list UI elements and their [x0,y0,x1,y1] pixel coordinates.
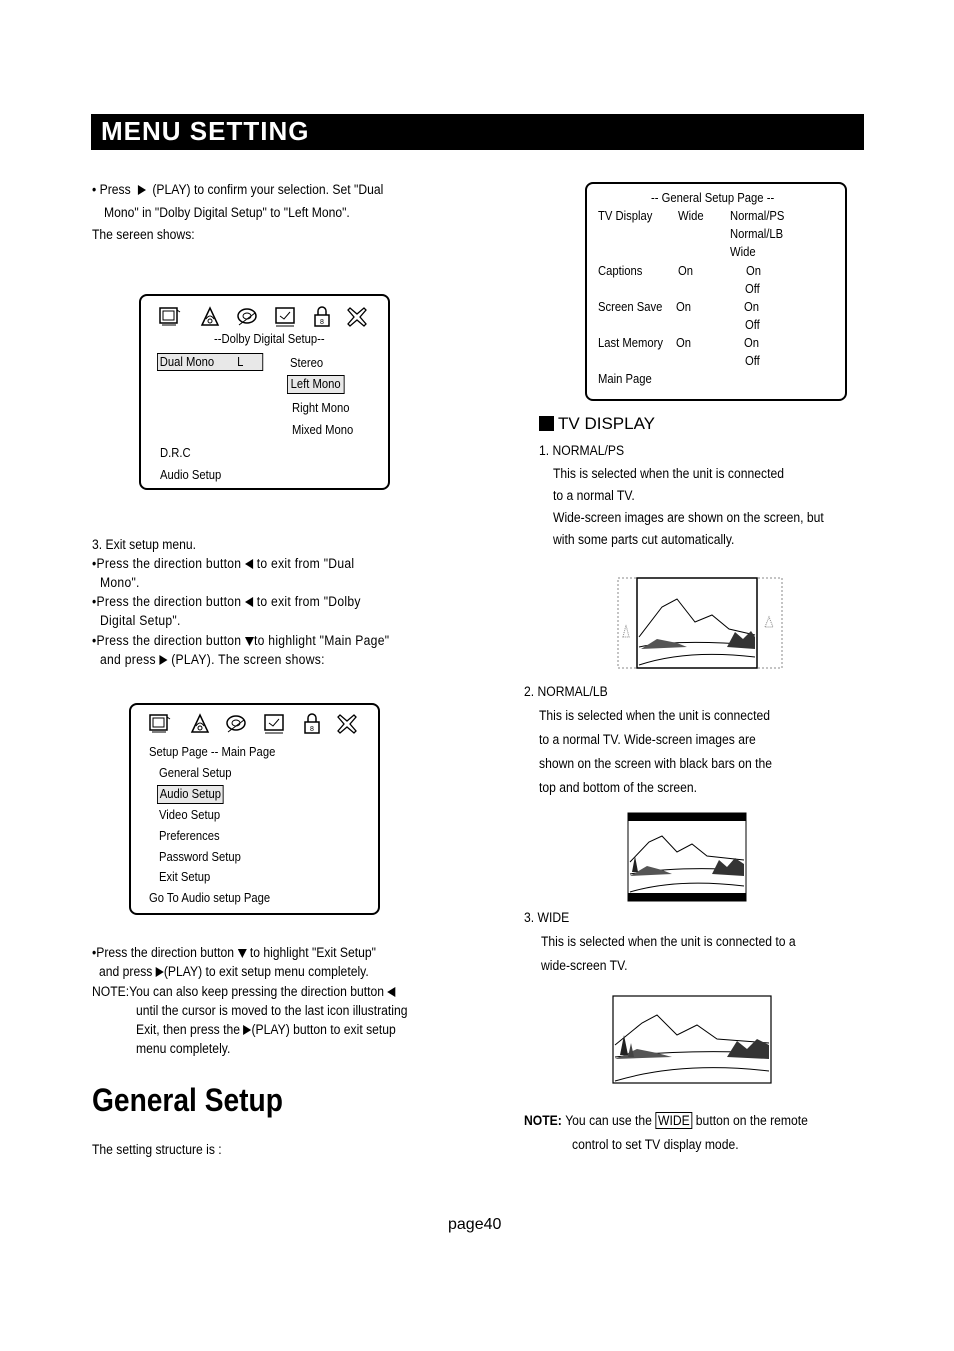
wide-key: WIDE [655,1112,692,1129]
menu-item-password-setup[interactable]: Password Setup [159,850,241,864]
osd-footer: Audio Setup [160,468,222,482]
row-current-captions: On [678,264,694,278]
play-icon [137,185,145,195]
lock-icon [310,305,334,329]
instruction-line: Digital Setup". [100,613,181,628]
note-line: NOTE: You can use the WIDE button on the remote [524,1113,808,1128]
body-line: with some parts cut automatically. [553,532,735,547]
instruction-line: and press (PLAY). The screen shows: [100,652,325,667]
square-bullet-icon [539,416,554,431]
option-off[interactable]: Off [745,318,760,332]
left-arrow-icon [245,597,253,607]
option-normal-lb[interactable]: Normal/LB [730,227,784,241]
body-line: to a normal TV. Wide-screen images are [539,732,756,747]
row-current-last-memory: On [676,336,692,350]
osd-title: --Dolby Digital Setup-- [214,332,325,346]
option-stereo[interactable]: Stereo [290,356,324,370]
osd-dolby-digital-setup [139,294,390,490]
left-arrow-icon [245,559,253,569]
video-icon [224,712,248,736]
normal-ps-illustration [617,577,783,669]
tv-icon [158,305,182,329]
osd-general-setup-page [585,182,847,401]
menu-item-preferences[interactable]: Preferences [159,829,220,843]
normal-lb-illustration [627,812,747,902]
body-line: Wide-screen images are shown on the screen, but [553,510,824,525]
note-line: control to set TV display mode. [572,1137,739,1152]
step-heading: 3. Exit setup menu. [92,537,197,552]
row-label-tv-display[interactable]: TV Display [598,209,653,223]
instruction-line: and press (PLAY) to exit setup menu completely. [99,964,369,979]
body-line: This is selected when the unit is connected [553,466,784,481]
note-line: until the cursor is moved to the last icon illustrating [136,1003,408,1018]
structure-label: The setting structure is : [92,1142,222,1157]
instruction-line: Mono" in "Dolby Digital Setup" to "Left Mono". [104,205,350,220]
instruction-line: •Press the direction button to exit from "Dolby [92,594,361,609]
section-title: General Setup [92,1082,283,1118]
option-on[interactable]: On [744,300,760,314]
item-title: 1. NORMAL/PS [539,443,625,458]
option-mixed-mono[interactable]: Mixed Mono [292,423,354,437]
row-label-captions[interactable]: Captions [598,264,643,278]
down-arrow-icon [237,949,246,958]
note-line: NOTE:You can also keep pressing the direction button [92,982,395,1001]
audio-icon [198,305,222,329]
option-on[interactable]: On [744,336,760,350]
exit-icon [335,712,359,736]
osd-footer: Main Page [598,372,652,386]
option-left-mono[interactable]: Left Mono [287,375,344,394]
body-line: wide-screen TV. [541,958,628,973]
instruction-line: The sereen shows: [92,227,195,242]
instruction-line: •Press the direction button to highlight "Exit Setup" [92,945,376,960]
play-icon [156,967,164,977]
page-number: page40 [448,1216,502,1233]
row-current-screen-save: On [676,300,692,314]
svg-text:8: 8 [310,726,314,733]
instruction-line: Mono". [100,575,140,590]
lock-icon [300,712,324,736]
menu-item-general-setup[interactable]: General Setup [159,766,232,780]
row-label-screen-save[interactable]: Screen Save [598,300,663,314]
body-line: This is selected when the unit is connected to a [541,934,796,949]
note-line: menu completely. [136,1041,231,1056]
osd-main-page [129,703,380,915]
row-label-last-memory[interactable]: Last Memory [598,336,664,350]
play-icon [159,655,167,665]
menu-item-audio-setup[interactable]: Audio Setup [157,785,224,804]
wide-illustration [612,995,772,1085]
tv-icon [148,712,172,736]
option-normal-ps[interactable]: Normal/PS [730,209,785,223]
down-arrow-icon [245,637,254,646]
option-on[interactable]: On [746,264,762,278]
body-line: to a normal TV. [553,488,635,503]
left-arrow-icon [387,987,395,997]
menu-item-exit-setup[interactable]: Exit Setup [159,870,211,884]
option-off[interactable]: Off [745,354,760,368]
note-line: Exit, then press the (PLAY) button to exit setup [136,1022,396,1037]
tv-display-heading: TV DISPLAY [539,414,655,434]
video-icon [235,305,259,329]
body-line: top and bottom of the screen. [539,780,698,795]
svg-text:8: 8 [320,319,324,326]
section-banner [91,114,864,150]
osd-title: -- General Setup Page -- [651,191,775,205]
option-off[interactable]: Off [745,282,760,296]
instruction-line: •Press the direction button to highlight "Main Page" [92,633,390,648]
menu-item-video-setup[interactable]: Video Setup [159,808,221,822]
banner-title: MENU SETTING [101,116,310,146]
option-wide[interactable]: Wide [730,245,756,259]
osd-footer: Go To Audio setup Page [149,891,271,905]
row-current-tv-display: Wide [678,209,704,223]
item-title: 3. WIDE [524,910,570,925]
instruction-line: •Press the direction button to exit from "Dual [92,556,355,571]
audio-icon [188,712,212,736]
dual-mono-item[interactable]: Dual Mono L [157,353,263,371]
drc-item[interactable]: D.R.C [160,446,191,460]
option-right-mono[interactable]: Right Mono [292,401,350,415]
osd-title: Setup Page -- Main Page [149,745,276,759]
preferences-icon [262,712,286,736]
body-line: shown on the screen with black bars on the [539,756,773,771]
instruction-line: • Press (PLAY) to confirm your selection. Set "Dual [92,182,384,197]
exit-icon [345,305,369,329]
preferences-icon [273,305,297,329]
body-line: This is selected when the unit is connected [539,708,770,723]
item-title: 2. NORMAL/LB [524,684,608,699]
